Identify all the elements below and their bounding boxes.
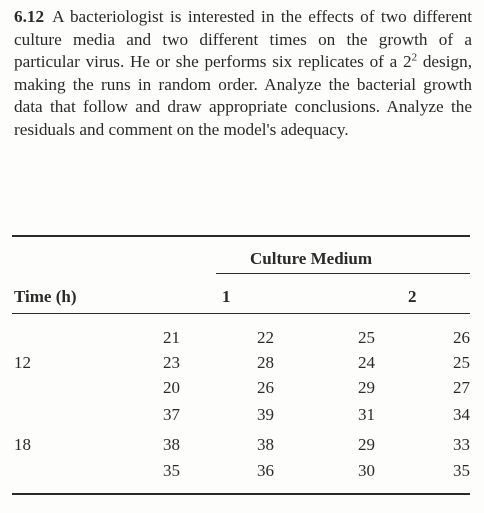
medium-1-header: 1 — [222, 287, 231, 306]
table-cell: 28 — [257, 353, 274, 372]
spanner-rule — [216, 273, 470, 274]
time-18-label: 18 — [14, 435, 31, 454]
table-cell: 29 — [358, 435, 375, 454]
table-cell: 30 — [358, 461, 375, 480]
header-rule — [12, 313, 470, 314]
table-cell: 35 — [453, 461, 470, 480]
problem-statement — [14, 6, 472, 142]
table-cell: 33 — [453, 435, 470, 454]
table-cell: 21 — [163, 328, 180, 347]
table-cell: 36 — [257, 461, 274, 480]
table-cell: 26 — [453, 328, 470, 347]
table-cell: 29 — [358, 378, 375, 397]
table-cell: 38 — [257, 435, 274, 454]
table-top-rule — [12, 235, 470, 237]
medium-2-header: 2 — [408, 287, 417, 306]
table-bottom-rule — [12, 493, 470, 495]
table-cell: 34 — [453, 405, 470, 424]
time-header: Time (h) — [14, 287, 77, 306]
table-cell: 26 — [257, 378, 274, 397]
table-cell: 22 — [257, 328, 274, 347]
table-cell: 24 — [358, 353, 375, 372]
problem-text-part1: A bacteriologist is interested in the effects of two different culture media and two different times on the growth of a particular virus. He or she performs six replicates of a 2 — [14, 7, 472, 72]
problem-superscript: 2 — [411, 51, 418, 64]
table-cell: 25 — [358, 328, 375, 347]
table-cell: 37 — [163, 405, 180, 424]
culture-medium-header: Culture Medium — [250, 249, 372, 268]
table-cell: 27 — [453, 378, 470, 397]
table-cell: 20 — [163, 378, 180, 397]
problem-text-part2: design, making the runs in random order. Analyze the bacterial growth data that follow and draw appropriate conclusions. Analyze the residuals and comment on the model's adequacy. — [14, 52, 472, 139]
table-cell: 23 — [163, 353, 180, 372]
table-cell: 35 — [163, 461, 180, 480]
problem-number: 6.12 — [14, 7, 45, 26]
time-12-label: 12 — [14, 353, 31, 372]
table-cell: 31 — [358, 405, 375, 424]
table-cell: 25 — [453, 353, 470, 372]
table-cell: 39 — [257, 405, 274, 424]
table-cell: 38 — [163, 435, 180, 454]
